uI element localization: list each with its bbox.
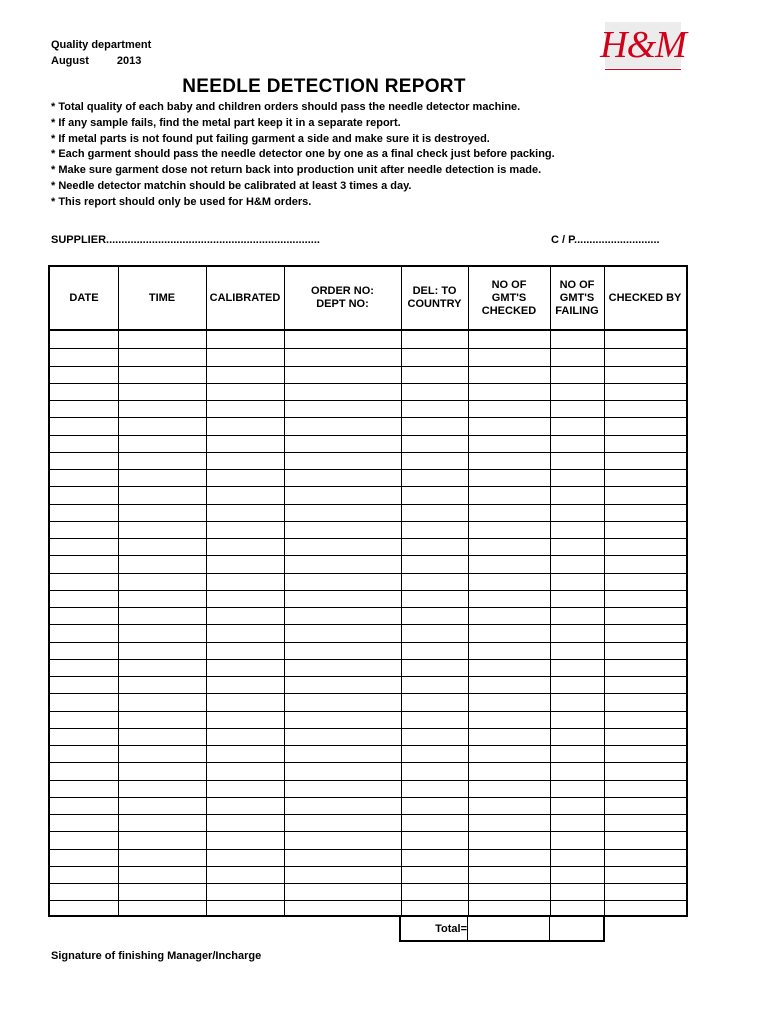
column-divider [206, 267, 207, 915]
column-divider [401, 267, 402, 915]
column-divider [550, 267, 551, 915]
table-row-divider [50, 573, 686, 574]
table-row-divider [50, 780, 686, 781]
table-row-divider [50, 590, 686, 591]
table-row-divider [50, 469, 686, 470]
column-header: ORDER NO: DEPT NO: [311, 285, 374, 310]
table-row-divider [50, 521, 686, 522]
column-divider [468, 267, 469, 915]
table-row-divider [50, 366, 686, 367]
instruction-item: * Make sure garment dose not return back into production unit after needle detection is made. [51, 164, 542, 177]
table-row-divider [50, 883, 686, 884]
instruction-item: * Needle detector matchin should be calibrated at least 3 times a day. [51, 179, 412, 192]
cp-field[interactable]: C / P............................ [551, 234, 660, 246]
column-header: TIME [148, 291, 176, 304]
instruction-item: * Total quality of each baby and children orders should pass the needle detector machine. [51, 101, 521, 113]
total-label: Total= [435, 922, 467, 935]
department-label: Quality department [51, 39, 152, 51]
table-row-divider [50, 728, 686, 729]
instruction-item: * If any sample fails, find the metal part keep it in a separate report. [51, 116, 401, 129]
signature-label: Signature of finishing Manager/Incharge [51, 950, 262, 962]
table-row-divider [50, 642, 686, 643]
table-row-divider [50, 693, 686, 694]
column-header: NO OF GMT'S CHECKED [481, 278, 537, 317]
table-row-divider [50, 538, 686, 539]
report-period [51, 55, 141, 67]
column-header: NO OF GMT'S FAILING [555, 278, 599, 317]
instruction-item: * This report should only be used for H&M orders. [51, 195, 312, 208]
column-header: CHECKED BY [608, 291, 682, 304]
table-row-divider [50, 762, 686, 763]
table-row-divider [50, 676, 686, 677]
table-row-divider [50, 624, 686, 625]
table-row-divider [50, 452, 686, 453]
report-year: 2013 [116, 55, 142, 67]
table-row-divider [50, 831, 686, 832]
header-divider [50, 329, 686, 331]
hm-logo-text: H&M [600, 24, 686, 66]
table-row-divider [50, 417, 686, 418]
instruction-item: * If metal parts is not found put failing garment a side and make sure it is destroyed. [51, 132, 490, 145]
column-divider [604, 267, 605, 915]
detection-log-table [48, 265, 688, 917]
instruction-item: * Each garment should pass the needle detector one by one as a final check just before packing. [51, 148, 555, 161]
total-divider [467, 917, 468, 940]
table-row-divider [50, 383, 686, 384]
column-header: DEL: TO COUNTRY [407, 285, 462, 310]
table-row-divider [50, 659, 686, 660]
table-row-divider [50, 607, 686, 608]
table-row-divider [50, 866, 686, 867]
total-divider [549, 917, 550, 940]
table-row-divider [50, 400, 686, 401]
total-row [399, 915, 605, 942]
table-row-divider [50, 486, 686, 487]
table-row-divider [50, 504, 686, 505]
hm-logo [600, 22, 686, 68]
table-row-divider [50, 745, 686, 746]
table-row-divider [50, 797, 686, 798]
table-row-divider [50, 849, 686, 850]
table-row-divider [50, 555, 686, 556]
logo-divider [605, 69, 681, 70]
column-divider [284, 267, 285, 915]
table-row-divider [50, 900, 686, 901]
table-row-divider [50, 435, 686, 436]
supplier-field[interactable]: SUPPLIER...................................................................... [51, 234, 320, 246]
report-title: NEEDLE DETECTION REPORT [182, 76, 466, 97]
instructions-list [51, 100, 555, 211]
column-divider [118, 267, 119, 915]
report-month: August [51, 55, 89, 67]
table-row-divider [50, 348, 686, 349]
column-header: CALIBRATED [209, 291, 281, 304]
table-row-divider [50, 814, 686, 815]
table-row-divider [50, 711, 686, 712]
column-header: DATE [69, 291, 99, 304]
